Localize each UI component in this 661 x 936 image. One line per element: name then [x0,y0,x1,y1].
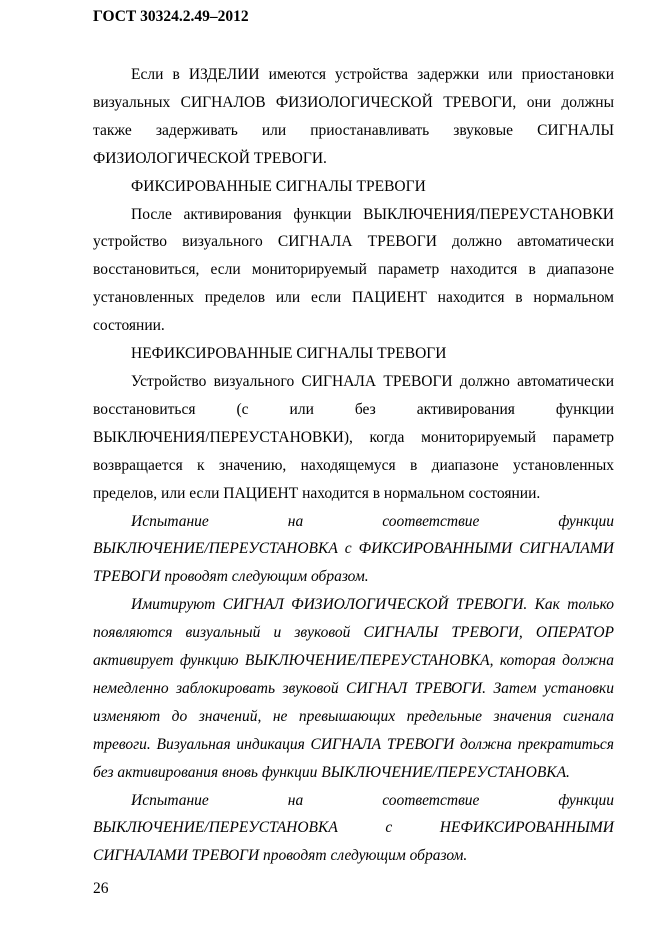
text-line: установленных пределов или если ПАЦИЕНТ находится в нормальном [93,289,614,307]
text-line: устройство визуального СИГНАЛА ТРЕВОГИ должно автоматически [93,233,614,251]
text-line: Испытание на соответствие функции [131,791,614,809]
paragraph [93,591,614,786]
text-line: НЕФИКСИРОВАННЫЕ СИГНАЛЫ ТРЕВОГИ [131,345,447,363]
text-line: ВЫКЛЮЧЕНИЕ/ПЕРЕУСТАНОВКА с ФИКСИРОВАННЫМИ СИГНАЛАМИ [93,540,614,558]
text-line: После активирования функции ВЫКЛЮЧЕНИЯ/ПЕРЕУСТАНОВКИ [131,205,614,223]
text-line: появляются визуальный и звуковой СИГНАЛЫ ТРЕВОГИ, ОПЕРАТОР [93,624,614,642]
paragraph [93,201,614,341]
document-header: ГОСТ 30324.2.49–2012 [93,8,249,25]
text-line: немедленно заблокировать звуковой СИГНАЛ ТРЕВОГИ. Затем установки [93,679,614,697]
text-line: Устройство визуального СИГНАЛА ТРЕВОГИ должно автоматически [131,372,614,390]
text-line: пределов, или если ПАЦИЕНТ находится в нормальном состоянии. [93,484,541,502]
text-line: СИГНАЛАМИ ТРЕВОГИ проводят следующим образом. [93,847,468,865]
text-line: ФИКСИРОВАННЫЕ СИГНАЛЫ ТРЕВОГИ [131,177,426,195]
text-line: тревоги. Визуальная индикация СИГНАЛА ТРЕВОГИ должна прекратиться [93,735,614,753]
text-line: ВЫКЛЮЧЕНИЕ/ПЕРЕУСТАНОВКА с НЕФИКСИРОВАННЫМИ [93,819,614,837]
text-line: восстановиться (с или без активирования функции [93,400,614,418]
text-line: возвращается к значению, находящемуся в диапазоне установленных [93,456,614,474]
text-line: также задерживать или приостанавливать звуковые СИГНАЛЫ [93,121,614,139]
paragraph [93,173,614,201]
text-line: ТРЕВОГИ проводят следующим образом. [93,568,369,586]
paragraph [93,61,614,173]
paragraph [93,508,614,592]
text-line: ВЫКЛЮЧЕНИЯ/ПЕРЕУСТАНОВКИ), когда мониторируемый параметр [93,428,614,446]
document-body [93,61,614,870]
text-line: визуальных СИГНАЛОВ ФИЗИОЛОГИЧЕСКОЙ ТРЕВОГИ, они должны [93,93,614,111]
text-line: ФИЗИОЛОГИЧЕСКОЙ ТРЕВОГИ. [93,149,327,167]
paragraph [93,340,614,368]
text-line: Испытание на соответствие функции [131,512,614,530]
text-line: изменяют до значений, не превышающих предельные значения сигнала [93,707,614,725]
text-line: активирует функцию ВЫКЛЮЧЕНИЕ/ПЕРЕУСТАНОВКА, которая должна [93,652,614,670]
text-line: состоянии. [93,317,165,335]
paragraph [93,787,614,871]
text-line: восстановиться, если мониторируемый параметр находится в диапазоне [93,261,614,279]
text-line: Имитируют СИГНАЛ ФИЗИОЛОГИЧЕСКОЙ ТРЕВОГИ. Как только [131,596,614,614]
text-line: Если в ИЗДЕЛИИ имеются устройства задержки или приостановки [131,66,614,83]
page-number: 26 [93,880,109,897]
text-line: без активирования вновь функции ВЫКЛЮЧЕНИЕ/ПЕРЕУСТАНОВКА. [93,763,570,781]
paragraph [93,368,614,508]
